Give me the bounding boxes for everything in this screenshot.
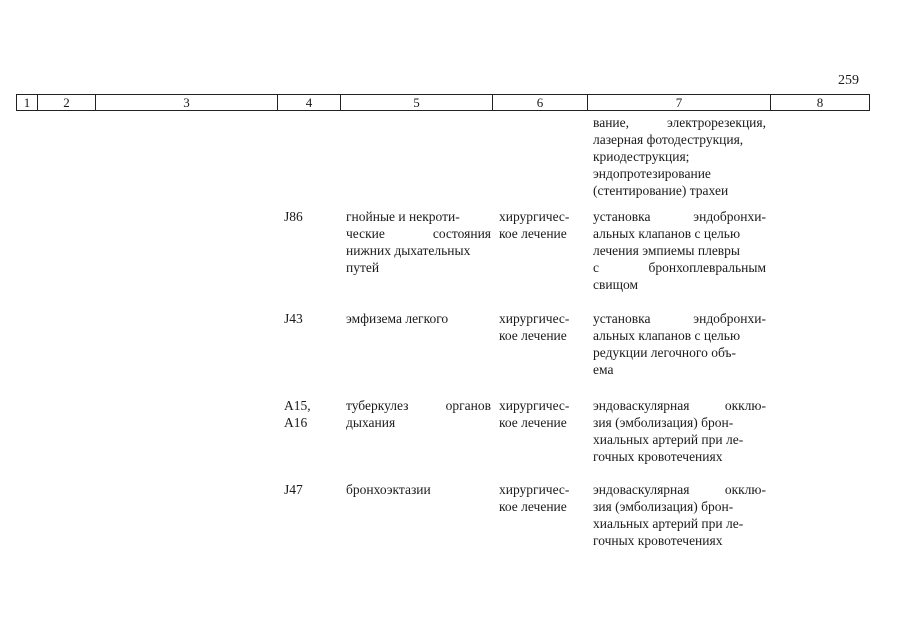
treatment-method-cell: установка эндобронхи- альных клапанов с целью редукции легочного объ- ема	[593, 311, 766, 377]
text-line: (стентирование) трахеи	[593, 183, 729, 198]
text-line: лазерная фотодеструкция,	[593, 132, 744, 147]
column-header-8: 8	[816, 95, 824, 110]
page-number: 259	[838, 73, 859, 88]
column-header-3: 3	[96, 95, 278, 110]
treatment-method-cell: эндоваскулярная окклю- зия (эмболизация) брон- хиальных артерий при ле- гочных кровотечениях	[593, 398, 766, 464]
continuation-method-cell	[593, 114, 766, 199]
column-header-6: 6	[493, 95, 588, 110]
column-header-7: 7	[588, 95, 771, 110]
disease-cell: гнойные и некроти- ческие состояния нижних дыхательных путей	[346, 209, 491, 275]
column-header-5: 5	[341, 95, 493, 110]
disease-cell: эмфизема легкого	[346, 311, 449, 326]
treatment-type-cell: хирургичес- кое лечение	[499, 482, 570, 514]
diagnosis-code-cell: J43	[284, 311, 303, 326]
text-line: вание, электрорезекция,	[593, 115, 766, 130]
column-header-2: 2	[38, 95, 96, 110]
treatment-method-cell: установка эндобронхи- альных клапанов с целью лечения эмпиемы плевры с бронхоплевральным свищом	[593, 209, 766, 292]
text-line: криодеструкция;	[593, 149, 690, 164]
table-header-row	[16, 94, 870, 111]
text-line: эндопротезирование	[593, 166, 711, 181]
diagnosis-code-cell: J86	[284, 209, 303, 224]
treatment-type-cell: хирургичес- кое лечение	[499, 209, 570, 241]
treatment-type-cell: хирургичес- кое лечение	[499, 398, 570, 430]
disease-cell: бронхоэктазии	[346, 482, 431, 497]
diagnosis-code-cell: J47	[284, 482, 303, 497]
diagnosis-code-cell: A15, A16	[284, 398, 311, 430]
disease-cell: туберкулез органов дыхания	[346, 398, 491, 430]
treatment-method-cell: эндоваскулярная окклю- зия (эмболизация) брон- хиальных артерий при ле- гочных кровотечениях	[593, 482, 766, 548]
column-header-4: 4	[278, 95, 341, 110]
column-header-1: 1	[17, 95, 38, 110]
treatment-type-cell: хирургичес- кое лечение	[499, 311, 570, 343]
